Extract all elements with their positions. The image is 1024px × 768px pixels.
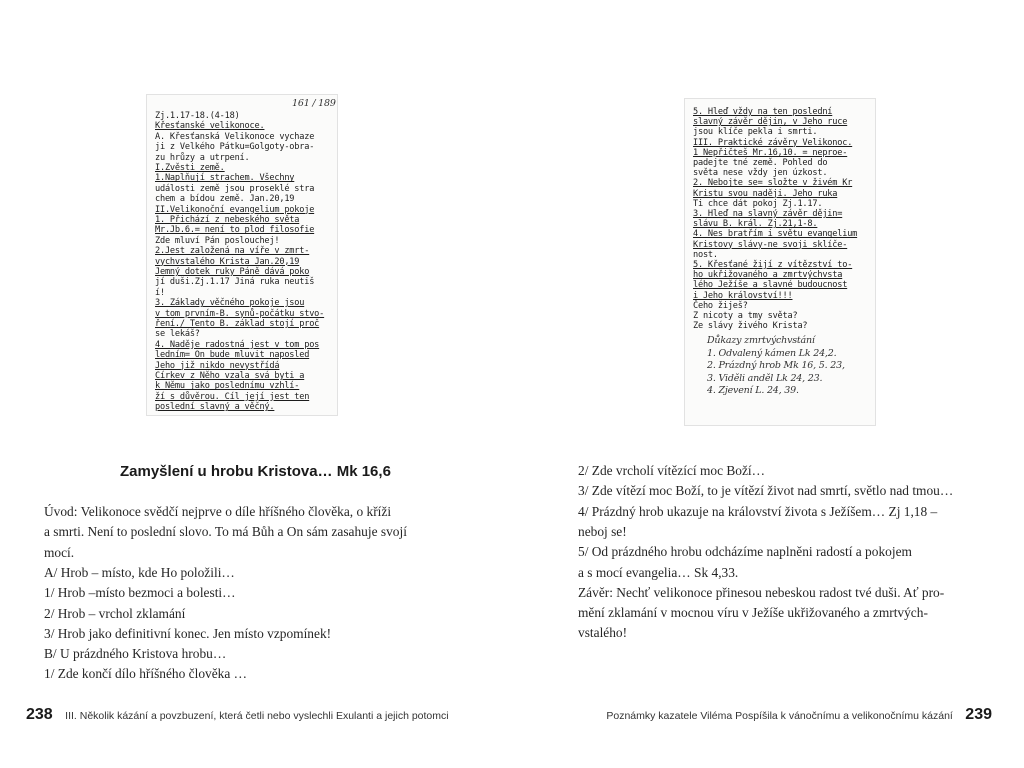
typescript-line: vychvstalého Krista Jan.20,19 xyxy=(155,256,300,267)
right-typescript-scan xyxy=(684,98,876,426)
typescript-line: II.Velikonoční evangelium pokoje xyxy=(155,204,315,215)
typescript-line: Církev z Něho vzala svá byti a xyxy=(155,371,305,381)
typescript-line: lého Ježíše a slavné budoucnost xyxy=(693,280,848,291)
body-text-line: mocí. xyxy=(44,544,75,560)
typescript-line: nost. xyxy=(693,249,718,260)
typescript-line: slávu B. král. Zj.21,1-8. xyxy=(693,219,818,230)
typescript-line: III. Praktické závěry Velikonoc. xyxy=(693,137,853,148)
body-text-line: B/ U prázdného Kristova hrobu… xyxy=(44,646,227,662)
typescript-line: zu hrůzy a utrpení. xyxy=(155,152,250,163)
typescript-line: 5. Křesťané žijí z vítězství to- xyxy=(693,260,853,270)
typescript-line: k Němu jako poslednímu vzhlí- xyxy=(155,381,300,392)
typescript-line: 4. Naděje radostná jest v tom pos xyxy=(155,339,320,350)
body-text-line: a smrti. Není to poslední slovo. To má Bůh a On sám zasahuje svojí xyxy=(44,524,407,540)
typescript-line: Z nicoty a tmy světa? xyxy=(693,311,798,321)
typescript-line: jsou klíče pekla i smrti. xyxy=(693,127,818,138)
typescript-line: Ti chce dát pokoj Zj.1.17. xyxy=(693,198,823,209)
left-running-footer: III. Několik kázání a povzbuzení, která četli nebo vyslechli Exulanti a jejich potomci xyxy=(65,710,449,722)
left-footer xyxy=(26,706,449,724)
body-text-line: mění zklamání v mocnou víru v Ježíše ukřižovaného a zmrtvých- xyxy=(578,605,928,621)
typescript-line: 1.Naplňují strachem. Všechny xyxy=(155,173,295,184)
typescript-line: A. Křesťanská Velikonoce vychaze xyxy=(155,131,315,142)
body-text-line: 2/ Hrob – vrchol zklamání xyxy=(44,605,186,621)
body-text-line: 3/ Hrob jako definitivní konec. Jen místo vzpomínek! xyxy=(44,625,332,641)
typescript-line: Křesťanské velikonoce. xyxy=(155,121,265,132)
typescript-line: poslední slavný a věčný. xyxy=(155,402,275,413)
handwritten-line: 1. Odvalený kámen Lk 24,2. xyxy=(707,347,837,359)
body-text-line: 2/ Zde vrcholí vítězící moc Boží… xyxy=(578,463,766,478)
typescript-line: Kristu svou naději. Jeho ruka xyxy=(693,188,838,199)
typescript-line: i Jeho království!!! xyxy=(693,290,793,301)
typescript-line: ledním= On bude mluvit naposled xyxy=(155,350,310,361)
handwritten-line: Důkazy zmrtvýchvstání xyxy=(707,335,815,346)
body-text-line: 3/ Zde vítězí moc Boží, to je vítězí život nad smrtí, světlo nad tmou… xyxy=(578,483,954,499)
body-text-line: neboj se! xyxy=(578,523,627,539)
typescript-line: Jemný dotek ruky Páně dává poko xyxy=(155,267,310,277)
typescript-line: 2. Nebojte se= složte v živém Kr xyxy=(693,178,853,189)
body-text-line: Závěr: Nechť velikonoce přinesou nebeskou radost tvé duši. Ať pro- xyxy=(578,584,945,600)
page-number-right: 239 xyxy=(965,706,992,723)
section-heading: Zamyšlení u hrobu Kristova… Mk 16,6 xyxy=(120,463,391,480)
body-text-line: 1/ Hrob –místo bezmoci a bolesti… xyxy=(44,585,236,601)
typescript-line: í! xyxy=(155,287,165,298)
typescript-line: ji z Velkého Pátku=Golgoty-obra- xyxy=(155,142,315,153)
typescript-line: 3. Základy věčného pokoje jsou xyxy=(155,298,305,309)
handwritten-line: 3. Viděli anděl Lk 24, 23. xyxy=(707,372,823,384)
left-typescript-scan xyxy=(146,94,338,416)
page-number-left: 238 xyxy=(26,706,53,723)
typescript-line: světa nese vždy jen úzkost. xyxy=(693,168,828,179)
typescript-line: v tom prvním-B. synů-počátku stvo- xyxy=(155,308,325,319)
body-text-line: 5/ Od prázdného hrobu odcházíme naplněni radostí a pokojem xyxy=(578,544,912,560)
typescript-line: slavný závěr dějin, v Jeho ruce xyxy=(693,117,848,128)
typescript-line: ho ukřižovaného a zmrtvýchvsta xyxy=(693,270,843,281)
typescript-line: události země jsou proseklé stra xyxy=(155,183,315,194)
body-text-line: 1/ Zde končí dílo hříšného člověka … xyxy=(44,666,248,682)
typescript-line: Jeho již nikdo nevystřídá xyxy=(155,360,280,371)
typescript-line: 1 Nepřičteš Mr.16,10. = neproe- xyxy=(693,147,848,158)
body-text-line: a s mocí evangelia… Sk 4,33. xyxy=(578,564,739,580)
typescript-line: jí duši.Zj.1.17 Jiná ruka neutiš xyxy=(155,277,315,288)
right-footer xyxy=(606,706,992,724)
left-scan-annotation: 161 / 189 xyxy=(292,98,336,109)
typescript-line: se lekáš? xyxy=(155,329,200,340)
right-running-footer: Poznámky kazatele Viléma Pospíšila k vánočnímu a velikonočnímu kázání xyxy=(606,710,953,722)
typescript-line: padejte tné země. Pohled do xyxy=(693,158,828,168)
body-text-line: A/ Hrob – místo, kde Ho položili… xyxy=(44,564,235,580)
typescript-line: ření./ Tento B. základ stojí proč xyxy=(155,319,320,329)
handwritten-line: 2. Prázdný hrob Mk 16, 5. 23, xyxy=(707,360,845,371)
typescript-line: Ze slávy živého Krista? xyxy=(693,321,808,332)
typescript-line: 5. Hleď vždy na ten poslední xyxy=(693,107,833,117)
body-text-line: vstalého! xyxy=(578,625,628,641)
body-text-line: Úvod: Velikonoce svědčí nejprve o díle hříšného člověka, o kříži xyxy=(44,504,392,519)
typescript-line: 3. Hleď na slavný závěr dějin= xyxy=(693,209,843,219)
typescript-line: 1. Přichází z nebeského světa xyxy=(155,215,300,225)
typescript-line: ží s důvěrou. Cíl její jest ten xyxy=(155,391,310,402)
typescript-line: Zde mluví Pán poslouchej! xyxy=(155,235,280,246)
typescript-line: chem a bídou země. Jan.20,19 xyxy=(155,194,295,205)
body-text-line: 4/ Prázdný hrob ukazuje na království života s Ježíšem… Zj 1,18 – xyxy=(578,503,938,519)
typescript-line: 4. Nes bratřím i světu evangelium xyxy=(693,229,858,240)
typescript-line: Mr.Jb.6.= není to plod filosofie xyxy=(155,225,315,236)
typescript-line: Kristovy slávy-ne svoji sklíče- xyxy=(693,239,848,250)
typescript-line: Čeho žiješ? xyxy=(693,300,748,311)
typescript-line: Zj.1.17-18.(4-18) xyxy=(155,111,240,121)
right-page xyxy=(512,0,1024,768)
handwritten-line: 4. Zjevení L. 24, 39. xyxy=(707,385,799,396)
typescript-line: I.Zvěsti země. xyxy=(155,163,225,173)
typescript-line: 2.Jest založená na víře v zmrt- xyxy=(155,246,310,257)
